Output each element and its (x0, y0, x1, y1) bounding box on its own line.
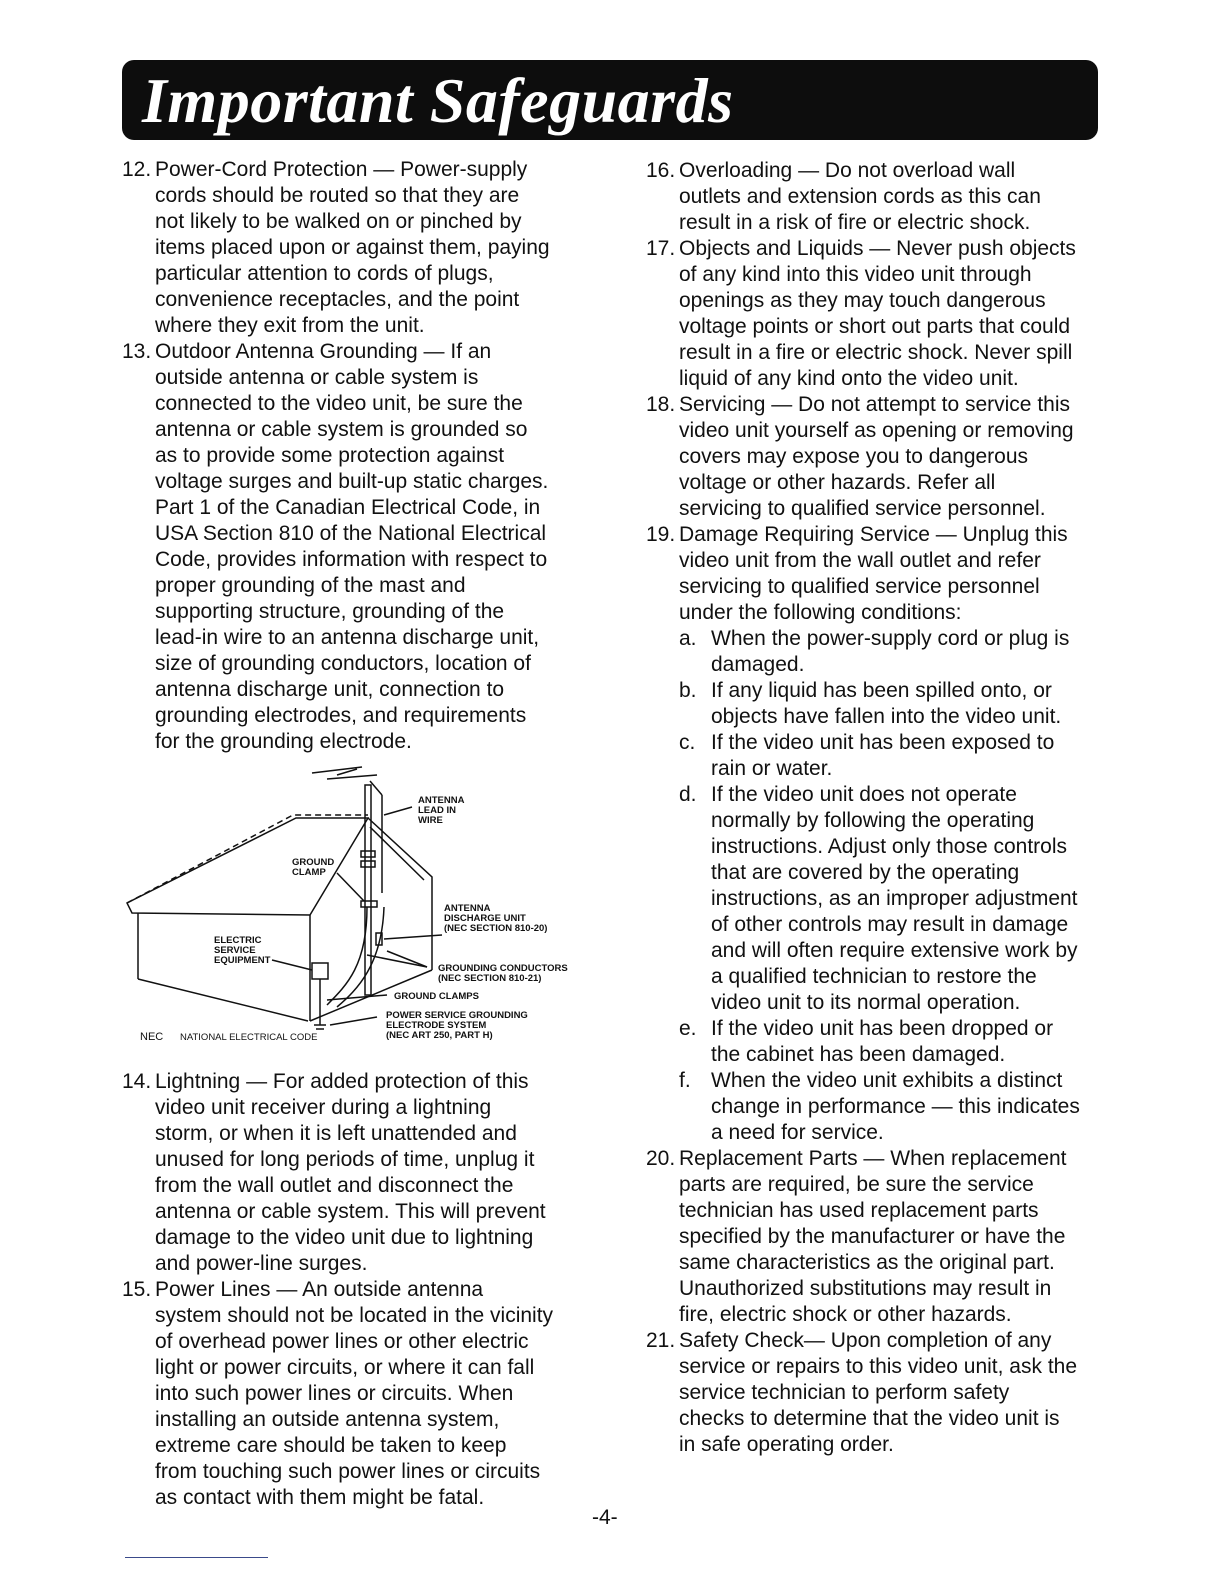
text-line: light or power circuits, or where it can fall (155, 1356, 535, 1379)
text-line: where they exit from the unit. (155, 314, 425, 337)
text-line: checks to determine that the video unit is (679, 1407, 1060, 1430)
text-line: Code, provides information with respect to (155, 548, 548, 571)
text-line: under the following conditions: (679, 601, 962, 624)
antenna-grounding-diagram (112, 755, 592, 1069)
text-line: a need for service. (711, 1121, 884, 1144)
text-line: proper grounding of the mast and (155, 574, 466, 597)
label-antenna-lead-in: ANTENNA LEAD IN WIRE (418, 795, 465, 826)
label-nec: NEC (140, 1031, 164, 1043)
item-number: 20. (646, 1147, 676, 1170)
text-line: for the grounding electrode. (155, 730, 412, 753)
text-line: of overhead power lines or other electric (155, 1330, 529, 1353)
condition-item (679, 1016, 1116, 1068)
label-ground-clamps: GROUND CLAMPS (394, 991, 479, 1002)
condition-item (679, 782, 1116, 1016)
condition-letter: d. (679, 783, 697, 806)
label-electrode-system: POWER SERVICE GROUNDING ELECTRODE SYSTEM (NEC ART 250, PART H) (386, 1010, 528, 1041)
text-line: If the video unit does not operate (711, 783, 1017, 806)
page-title: Important Safeguards (142, 65, 734, 136)
safeguard-item (122, 339, 592, 755)
text-line: items placed upon or against them, paying (155, 236, 550, 259)
text-line: antenna or cable system is grounded so (155, 418, 528, 441)
text-line: installing an outside antenna system, (155, 1408, 500, 1431)
safeguard-item (646, 392, 1116, 522)
safeguard-item (122, 1277, 592, 1511)
condition-letter: f. (679, 1069, 691, 1092)
condition-item (679, 730, 1116, 782)
text-line: result in a fire or electric shock. Never spill (679, 341, 1073, 364)
text-line: as contact with them might be fatal. (155, 1486, 485, 1509)
text-line: servicing to qualified service personnel. (679, 497, 1046, 520)
text-line: video unit receiver during a lightning (155, 1096, 492, 1119)
text-line: damage to the video unit due to lightning (155, 1226, 534, 1249)
text-line: When the video unit exhibits a distinct (711, 1069, 1063, 1092)
text-line: video unit yourself as opening or removing (679, 419, 1074, 442)
text-line: Part 1 of the Canadian Electrical Code, in (155, 496, 541, 519)
label-nec-full: NATIONAL ELECTRICAL CODE (180, 1032, 318, 1043)
text-line: connected to the video unit, be sure the (155, 392, 523, 415)
text-line: that are covered by the operating (711, 861, 1020, 884)
text-line: If any liquid has been spilled onto, or (711, 679, 1052, 702)
text-line: size of grounding conductors, location of (155, 652, 531, 675)
text-line: in safe operating order. (679, 1433, 894, 1456)
condition-letter: e. (679, 1017, 697, 1040)
text-line: objects have fallen into the video unit. (711, 705, 1062, 728)
text-line: instructions, as an improper adjustment (711, 887, 1078, 910)
text-line: video unit from the wall outlet and refer (679, 549, 1041, 572)
page-number: -4- (592, 1506, 618, 1529)
text-line: not likely to be walked on or pinched by (155, 210, 522, 233)
text-line: of other controls may result in damage (711, 913, 1069, 936)
condition-letter: c. (679, 731, 696, 754)
text-line: parts are required, be sure the service (679, 1173, 1034, 1196)
text-line: openings as they may touch dangerous (679, 289, 1046, 312)
item-number: 21. (646, 1329, 676, 1352)
text-line: Lightning — For added protection of this (155, 1070, 529, 1093)
text-line: the cabinet has been damaged. (711, 1043, 1006, 1066)
right-column (646, 158, 1116, 1458)
item-number: 19. (646, 523, 676, 546)
safeguard-item (122, 1069, 592, 1277)
text-line: Replacement Parts — When replacement (679, 1147, 1067, 1170)
text-line: When the power-supply cord or plug is (711, 627, 1070, 650)
item-number: 13. (122, 340, 152, 363)
text-line: normally by following the operating (711, 809, 1035, 832)
text-line: and will often require extensive work by (711, 939, 1078, 962)
condition-item (679, 678, 1116, 730)
text-line: lead-in wire to an antenna discharge unit, (155, 626, 540, 649)
safeguard-list-part2 (122, 1069, 592, 1511)
text-line: voltage points or short out parts that could (679, 315, 1071, 338)
text-line: specified by the manufacturer or have the (679, 1225, 1066, 1248)
text-line: Outdoor Antenna Grounding — If an (155, 340, 492, 363)
text-line: Unauthorized substitutions may result in (679, 1277, 1052, 1300)
text-line: Overloading — Do not overload wall (679, 159, 1016, 182)
text-line: damaged. (711, 653, 805, 676)
text-line: Safety Check— Upon completion of any (679, 1329, 1052, 1352)
safeguard-item (646, 1146, 1116, 1328)
text-line: rain or water. (711, 757, 833, 780)
text-line: particular attention to cords of plugs, (155, 262, 494, 285)
text-line: voltage or other hazards. Refer all (679, 471, 996, 494)
label-ground-clamp: GROUND CLAMP (292, 857, 335, 878)
text-line: from touching such power lines or circuits (155, 1460, 541, 1483)
text-line: If the video unit has been exposed to (711, 731, 1055, 754)
condition-letter: a. (679, 627, 697, 650)
label-discharge-unit: ANTENNA DISCHARGE UNIT (NEC SECTION 810-20) (444, 903, 548, 934)
safeguard-list-part3 (646, 158, 1116, 1458)
text-line: Power-Cord Protection — Power-supply (155, 158, 528, 181)
safeguard-item (646, 522, 1116, 1146)
safeguard-item (122, 157, 592, 339)
text-line: same characteristics as the original part. (679, 1251, 1055, 1274)
text-line: voltage surges and built-up static charges. (155, 470, 549, 493)
safeguard-list-part1 (122, 157, 592, 755)
left-column (122, 157, 592, 1511)
item-number: 14. (122, 1070, 152, 1093)
text-line: Objects and Liquids — Never push objects (679, 237, 1076, 260)
label-electric-service: ELECTRIC SERVICE EQUIPMENT (214, 935, 271, 966)
text-line: change in performance — this indicates (711, 1095, 1080, 1118)
text-line: system should not be located in the vicinity (155, 1304, 554, 1327)
text-line: Servicing — Do not attempt to service this (679, 393, 1070, 416)
footer-rule (125, 1557, 268, 1558)
text-line: video unit to its normal operation. (711, 991, 1021, 1014)
text-line: from the wall outlet and disconnect the (155, 1174, 514, 1197)
item-number: 16. (646, 159, 676, 182)
text-line: technician has used replacement parts (679, 1199, 1039, 1222)
text-line: USA Section 810 of the National Electrical (155, 522, 547, 545)
text-line: as to provide some protection against (155, 444, 505, 467)
text-line: unused for long periods of time, unplug it (155, 1148, 535, 1171)
text-line: result in a risk of fire or electric shock. (679, 211, 1031, 234)
item-number: 15. (122, 1278, 152, 1301)
text-line: cords should be routed so that they are (155, 184, 520, 207)
text-line: convenience receptacles, and the point (155, 288, 520, 311)
text-line: storm, or when it is left unattended and (155, 1122, 517, 1145)
text-line: into such power lines or circuits. When (155, 1382, 514, 1405)
safeguard-item (646, 158, 1116, 236)
house-antenna-illustration (112, 755, 592, 1069)
text-line: liquid of any kind onto the video unit. (679, 367, 1019, 390)
item-number: 17. (646, 237, 676, 260)
text-line: service or repairs to this video unit, ask the (679, 1355, 1078, 1378)
text-line: service technician to perform safety (679, 1381, 1010, 1404)
text-line: instructions. Adjust only those controls (711, 835, 1068, 858)
text-line: outside antenna or cable system is (155, 366, 479, 389)
text-line: Damage Requiring Service — Unplug this (679, 523, 1068, 546)
item-number: 12. (122, 158, 152, 181)
text-line: antenna discharge unit, connection to (155, 678, 505, 701)
safeguard-item (646, 236, 1116, 392)
condition-letter: b. (679, 679, 697, 702)
text-line: antenna or cable system. This will prevent (155, 1200, 546, 1223)
text-line: Power Lines — An outside antenna (155, 1278, 484, 1301)
text-line: extreme care should be taken to keep (155, 1434, 507, 1457)
text-line: fire, electric shock or other hazards. (679, 1303, 1012, 1326)
text-line: of any kind into this video unit through (679, 263, 1032, 286)
safeguard-item (646, 1328, 1116, 1458)
condition-item (679, 626, 1116, 678)
item-number: 18. (646, 393, 676, 416)
text-line: If the video unit has been dropped or (711, 1017, 1054, 1040)
text-line: a qualified technician to restore the (711, 965, 1037, 988)
text-line: supporting structure, grounding of the (155, 600, 505, 623)
text-line: grounding electrodes, and requirements (155, 704, 527, 727)
text-line: servicing to qualified service personnel (679, 575, 1040, 598)
condition-item (679, 1068, 1116, 1146)
title-banner (122, 60, 1098, 140)
text-line: and power-line surges. (155, 1252, 368, 1275)
label-grounding-conductors: GROUNDING CONDUCTORS (NEC SECTION 810-21) (438, 963, 568, 984)
text-line: outlets and extension cords as this can (679, 185, 1041, 208)
text-line: covers may expose you to dangerous (679, 445, 1029, 468)
